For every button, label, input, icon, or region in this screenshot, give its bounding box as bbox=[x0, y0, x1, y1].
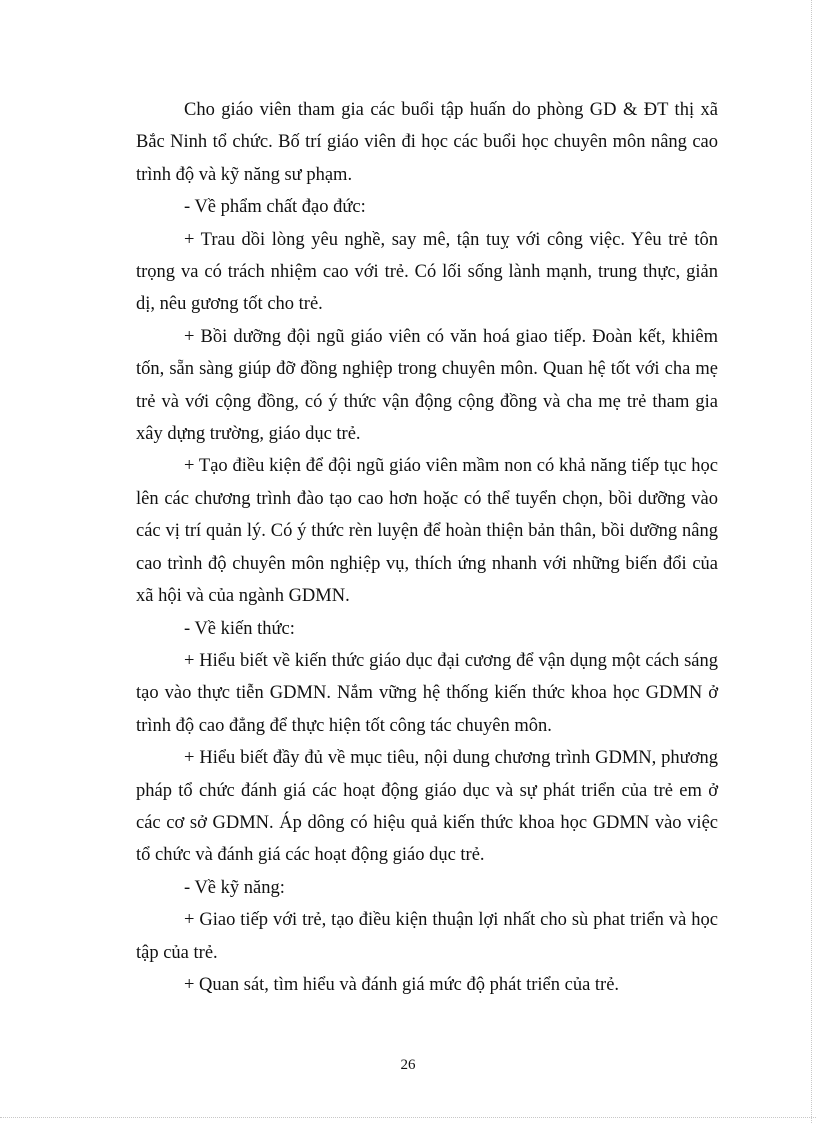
paragraph-skills-1: + Giao tiếp với trẻ, tạo điều kiện thuận lợi nhất cho sù phat triển và học tập của trẻ. bbox=[136, 910, 718, 963]
paragraph-ethics-2: + Bồi dưỡng đội ngũ giáo viên có văn hoá giao tiếp. Đoàn kết, khiêm tốn, sẵn sàng giúp đỡ đồng nghiệp trong chuyên môn. Quan hệ tốt với cha mẹ trẻ và với cộng đồng, có ý thức vận động cộng đồng và cha mẹ trẻ tham gia xây dựng trường, giáo dục trẻ. bbox=[136, 326, 718, 445]
document-body bbox=[136, 94, 718, 1001]
heading-ethics: - Về phẩm chất đạo đức: bbox=[184, 197, 366, 218]
page-number: 26 bbox=[400, 1057, 416, 1073]
paragraph-training: Cho giáo viên tham gia các buổi tập huấn do phòng GD & ĐT thị xã Bắc Ninh tổ chức. Bố trí giáo viên đi học các buổi học chuyên môn nâng cao trình độ và kỹ năng sư phạm. bbox=[136, 100, 718, 185]
paragraph-knowledge-1: + Hiểu biết về kiến thức giáo dục đại cương để vận dụng một cách sáng tạo vào thực tiễn GDMN. Nắm vững hệ thống kiến thức khoa học GDMN ở trình độ cao đẳng để thực hiện tốt công tác chuyên môn. bbox=[136, 650, 718, 736]
paragraph-knowledge-2: + Hiểu biết đầy đủ về mục tiêu, nội dung chương trình GDMN, phương pháp tổ chức đánh giá các hoạt động giáo dục và sự phát triển của trẻ em ở các cơ sở GDMN. Áp dông có hiệu quả kiến thức khoa học GDMN vào việc tổ chức và đánh giá các hoạt động giáo dục trẻ. bbox=[136, 748, 718, 866]
paragraph-ethics-1: + Trau dồi lòng yêu nghề, say mê, tận tuỵ với công việc. Yêu trẻ tôn trọng va có trách nhiệm cao với trẻ. Có lối sống lành mạnh, trung thực, giản dị, nêu gương tốt cho trẻ. bbox=[136, 229, 718, 315]
heading-knowledge: - Về kiến thức: bbox=[184, 618, 295, 639]
paragraph-skills-2: + Quan sát, tìm hiểu và đánh giá mức độ phát triển của trẻ. bbox=[184, 974, 620, 995]
paragraph-ethics-3: + Tạo điều kiện để đội ngũ giáo viên mầm non có khả năng tiếp tục học lên các chương trình đào tạo cao hơn hoặc có thể tuyển chọn, bồi dưỡng vào các vị trí quản lý. Có ý thức rèn luyện để hoàn thiện bản thân, bồi dưỡng nâng cao trình độ chuyên môn nghiệp vụ, thích ứng nhanh với những biến đổi của xã hội và của ngành GDMN. bbox=[136, 456, 718, 607]
page-border-bottom bbox=[0, 1117, 816, 1118]
page-border-right bbox=[811, 0, 812, 1123]
heading-skills: - Về kỹ năng: bbox=[184, 877, 285, 898]
